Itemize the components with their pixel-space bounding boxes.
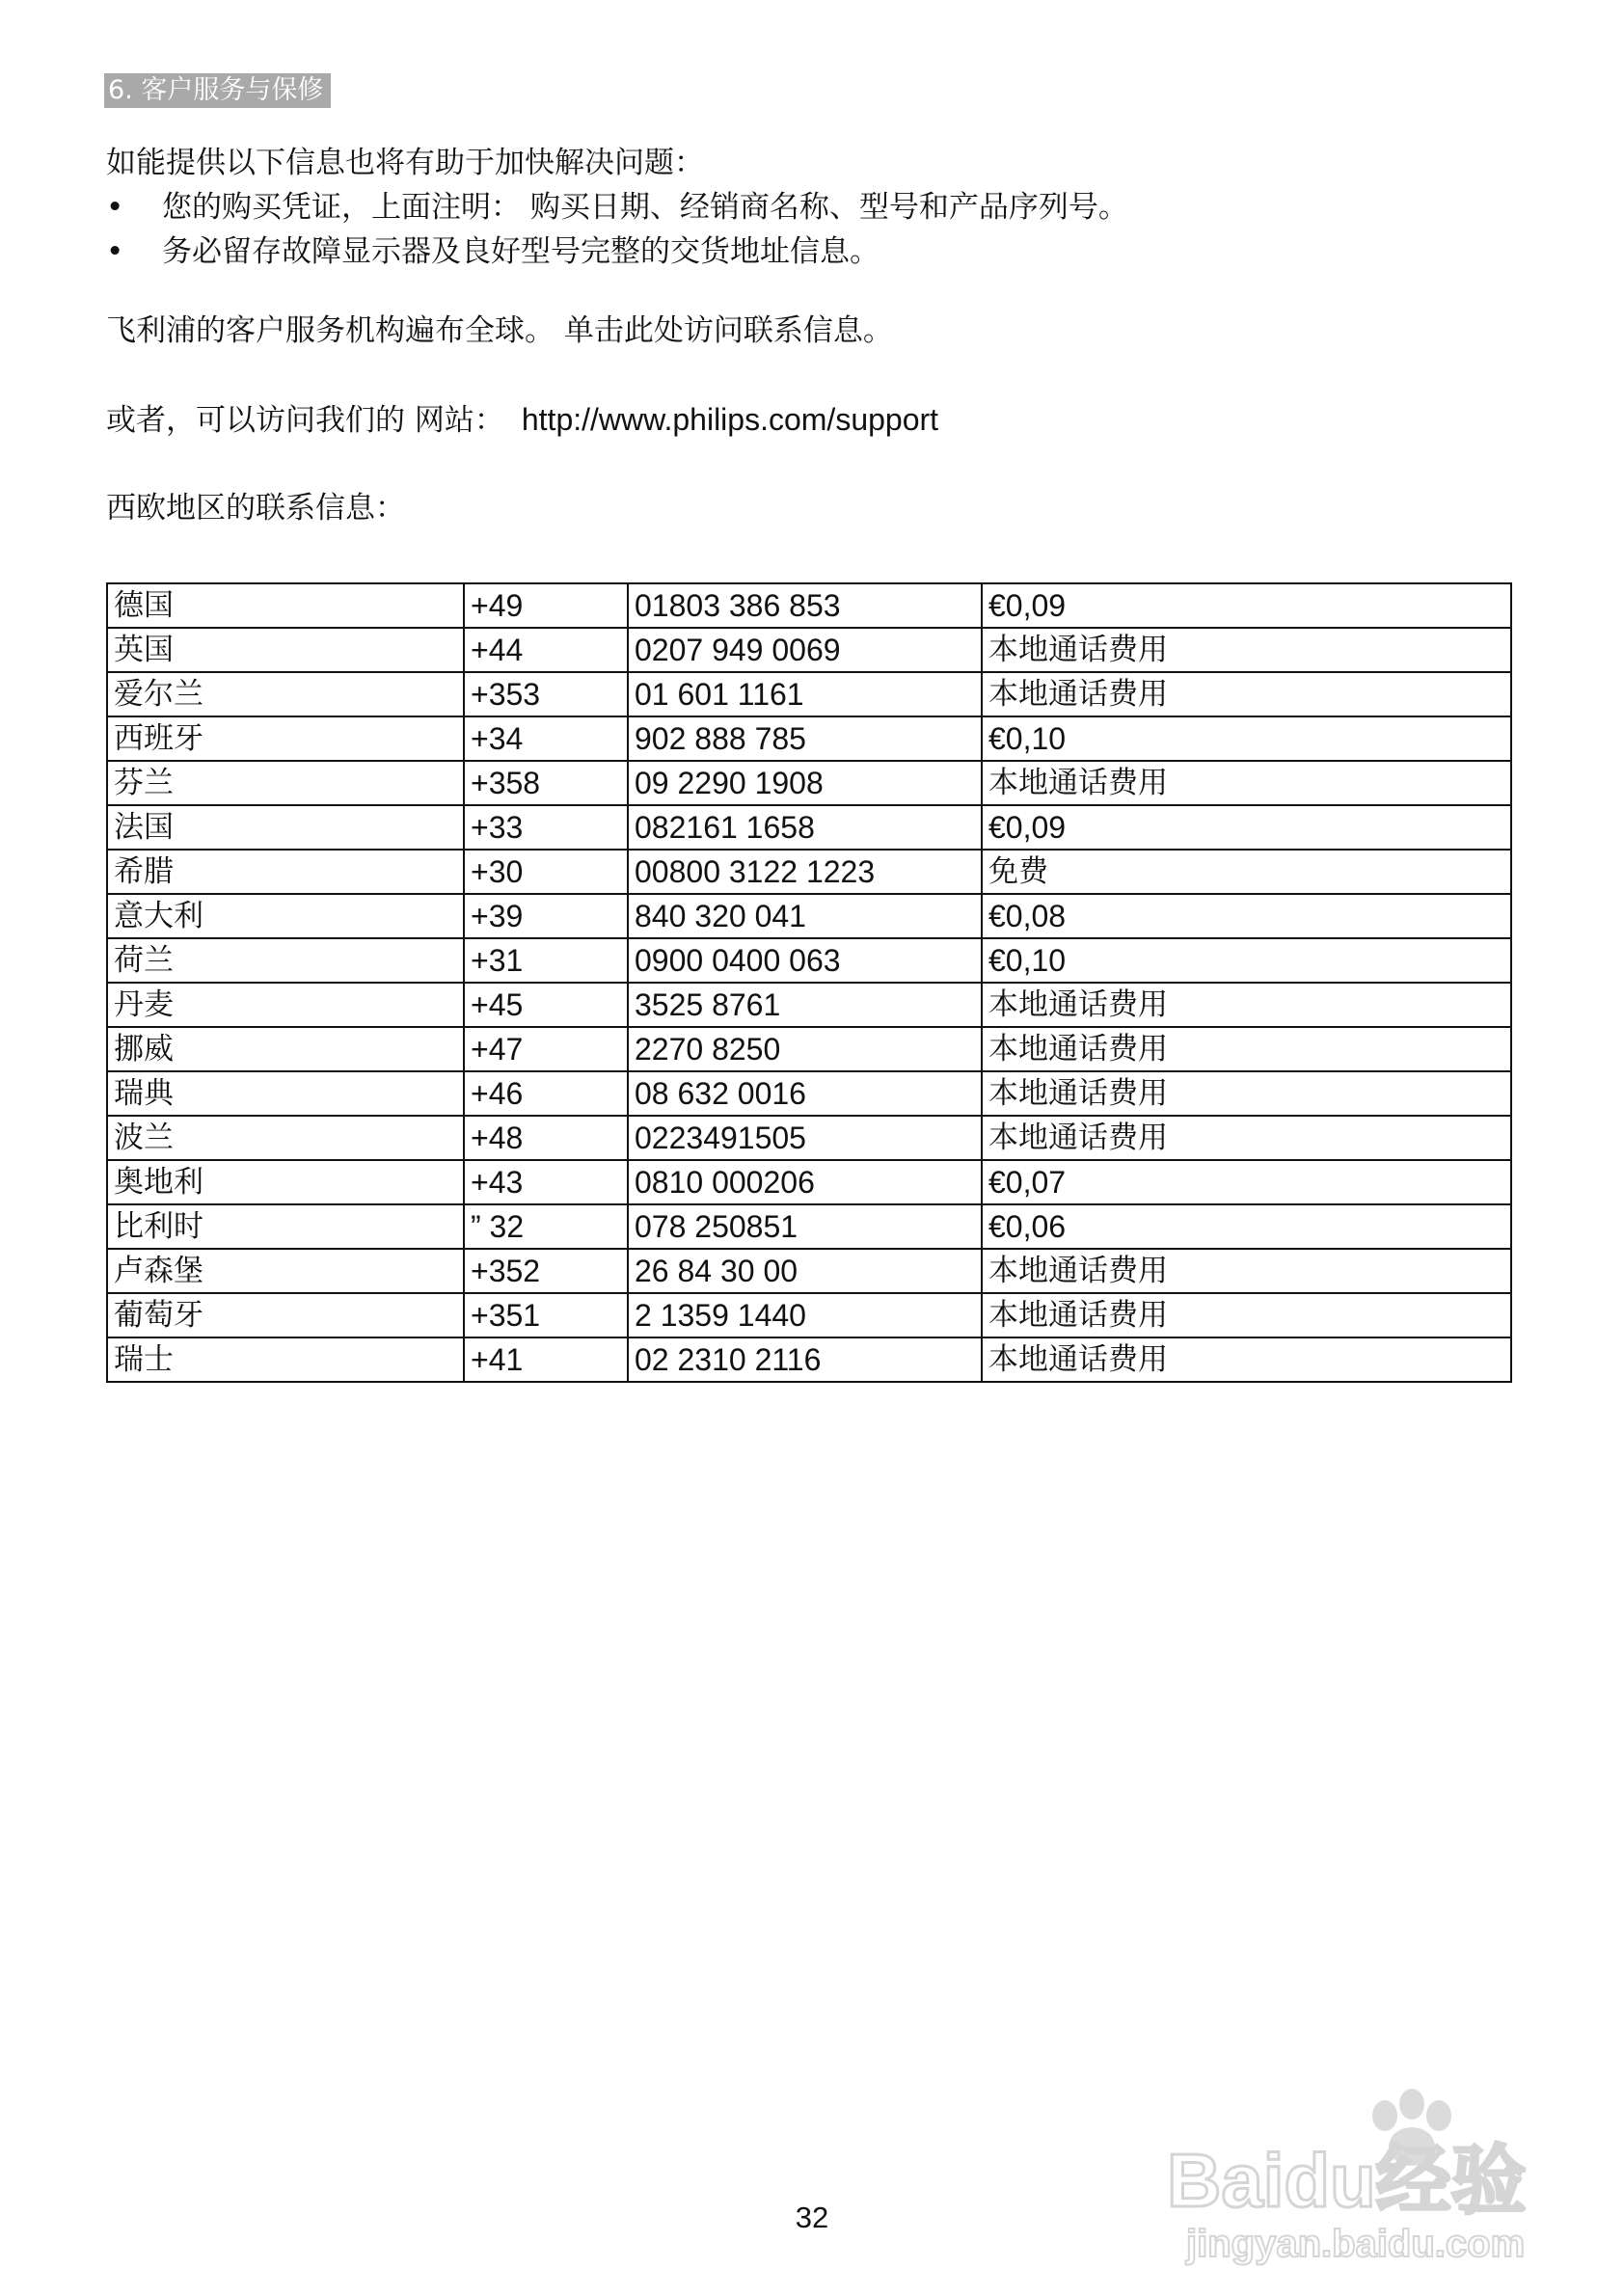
country-cell: 奥地利 bbox=[107, 1160, 464, 1204]
country-code-cell: +43 bbox=[464, 1160, 628, 1204]
phone-number-cell: 2 1359 1440 bbox=[628, 1293, 982, 1337]
call-rate-cell: 本地通话费用 bbox=[982, 1337, 1511, 1382]
table-row bbox=[107, 672, 1511, 716]
table-row bbox=[107, 583, 1511, 628]
country-code-cell: +351 bbox=[464, 1293, 628, 1337]
phone-number-cell: 26 84 30 00 bbox=[628, 1249, 982, 1293]
country-code-cell: +358 bbox=[464, 761, 628, 805]
call-rate-cell: 本地通话费用 bbox=[982, 983, 1511, 1027]
country-code-cell: ” 32 bbox=[464, 1204, 628, 1249]
service-text: 飞利浦的客户服务机构遍布全球。 单击此处访问联系信息。 bbox=[106, 313, 893, 348]
call-rate-cell: €0,09 bbox=[982, 805, 1511, 850]
phone-number-cell: 0900 0400 063 bbox=[628, 938, 982, 983]
table-row bbox=[107, 1071, 1511, 1116]
country-cell: 希腊 bbox=[107, 850, 464, 894]
country-code-cell: +45 bbox=[464, 983, 628, 1027]
country-cell: 英国 bbox=[107, 628, 464, 672]
page-number: 32 bbox=[795, 2201, 829, 2234]
call-rate-cell: 本地通话费用 bbox=[982, 1116, 1511, 1160]
call-rate-cell: 本地通话费用 bbox=[982, 1249, 1511, 1293]
call-rate-cell: 免费 bbox=[982, 850, 1511, 894]
call-rate-cell: €0,10 bbox=[982, 938, 1511, 983]
country-code-cell: +30 bbox=[464, 850, 628, 894]
call-rate-cell: 本地通话费用 bbox=[982, 761, 1511, 805]
country-code-cell: +48 bbox=[464, 1116, 628, 1160]
table-row bbox=[107, 894, 1511, 938]
call-rate-cell: €0,10 bbox=[982, 716, 1511, 761]
phone-number-cell: 2270 8250 bbox=[628, 1027, 982, 1071]
watermark-brand: Baidu经验 bbox=[1167, 2138, 1527, 2223]
website-paragraph bbox=[106, 397, 938, 443]
table-row bbox=[107, 805, 1511, 850]
intro-text: 如能提供以下信息也将有助于加快解决问题： bbox=[106, 146, 704, 180]
phone-number-cell: 0810 000206 bbox=[628, 1160, 982, 1204]
country-code-cell: +31 bbox=[464, 938, 628, 983]
country-code-cell: +44 bbox=[464, 628, 628, 672]
country-cell: 荷兰 bbox=[107, 938, 464, 983]
call-rate-cell: 本地通话费用 bbox=[982, 1027, 1511, 1071]
section-heading: 6. 客户服务与保修 bbox=[104, 73, 331, 108]
country-cell: 挪威 bbox=[107, 1027, 464, 1071]
service-paragraph bbox=[106, 309, 893, 353]
country-cell: 法国 bbox=[107, 805, 464, 850]
country-code-cell: +353 bbox=[464, 672, 628, 716]
list-item bbox=[106, 185, 1128, 230]
website-label: 或者，可以访问我们的 网站： bbox=[106, 403, 504, 438]
country-code-cell: +352 bbox=[464, 1249, 628, 1293]
required-info-list bbox=[106, 185, 1128, 274]
bullet-icon: • bbox=[106, 190, 124, 225]
country-cell: 瑞士 bbox=[107, 1337, 464, 1382]
phone-number-cell: 3525 8761 bbox=[628, 983, 982, 1027]
call-rate-cell: €0,06 bbox=[982, 1204, 1511, 1249]
bullet-icon: • bbox=[106, 234, 124, 269]
table-row bbox=[107, 716, 1511, 761]
table-row bbox=[107, 983, 1511, 1027]
country-cell: 爱尔兰 bbox=[107, 672, 464, 716]
table-row bbox=[107, 1337, 1511, 1382]
country-code-cell: +47 bbox=[464, 1027, 628, 1071]
table-row bbox=[107, 761, 1511, 805]
list-item bbox=[106, 230, 1128, 274]
call-rate-cell: 本地通话费用 bbox=[982, 1071, 1511, 1116]
phone-number-cell: 082161 1658 bbox=[628, 805, 982, 850]
phone-number-cell: 902 888 785 bbox=[628, 716, 982, 761]
country-cell: 芬兰 bbox=[107, 761, 464, 805]
table-row bbox=[107, 850, 1511, 894]
table-row bbox=[107, 1160, 1511, 1204]
phone-number-cell: 840 320 041 bbox=[628, 894, 982, 938]
country-cell: 瑞典 bbox=[107, 1071, 464, 1116]
phone-number-cell: 078 250851 bbox=[628, 1204, 982, 1249]
country-cell: 波兰 bbox=[107, 1116, 464, 1160]
country-cell: 丹麦 bbox=[107, 983, 464, 1027]
table-row bbox=[107, 1293, 1511, 1337]
table-title: 西欧地区的联系信息： bbox=[106, 491, 405, 526]
contacts-table bbox=[106, 582, 1512, 1383]
table-row bbox=[107, 1116, 1511, 1160]
phone-number-cell: 0207 949 0069 bbox=[628, 628, 982, 672]
phone-number-cell: 08 632 0016 bbox=[628, 1071, 982, 1116]
call-rate-cell: €0,09 bbox=[982, 583, 1511, 628]
table-row bbox=[107, 1027, 1511, 1071]
country-cell: 卢森堡 bbox=[107, 1249, 464, 1293]
country-code-cell: +41 bbox=[464, 1337, 628, 1382]
table-row bbox=[107, 938, 1511, 983]
country-code-cell: +49 bbox=[464, 583, 628, 628]
phone-number-cell: 01803 386 853 bbox=[628, 583, 982, 628]
table-row bbox=[107, 1204, 1511, 1249]
watermark-url: jingyan.baidu.com bbox=[1186, 2223, 1526, 2265]
phone-number-cell: 09 2290 1908 bbox=[628, 761, 982, 805]
phone-number-cell: 0223491505 bbox=[628, 1116, 982, 1160]
list-item-text: 您的购买凭证，上面注明： 购买日期、经销商名称、型号和产品序列号。 bbox=[162, 190, 1128, 225]
country-code-cell: +34 bbox=[464, 716, 628, 761]
call-rate-cell: 本地通话费用 bbox=[982, 672, 1511, 716]
call-rate-cell: €0,08 bbox=[982, 894, 1511, 938]
table-row bbox=[107, 1249, 1511, 1293]
country-cell: 意大利 bbox=[107, 894, 464, 938]
country-code-cell: +39 bbox=[464, 894, 628, 938]
phone-number-cell: 02 2310 2116 bbox=[628, 1337, 982, 1382]
list-item-text: 务必留存故障显示器及良好型号完整的交货地址信息。 bbox=[162, 234, 880, 269]
country-cell: 西班牙 bbox=[107, 716, 464, 761]
support-url-link[interactable]: http://www.philips.com/support bbox=[521, 402, 939, 437]
call-rate-cell: 本地通话费用 bbox=[982, 628, 1511, 672]
country-code-cell: +46 bbox=[464, 1071, 628, 1116]
phone-number-cell: 01 601 1161 bbox=[628, 672, 982, 716]
baidu-watermark bbox=[1157, 2083, 1582, 2266]
country-cell: 德国 bbox=[107, 583, 464, 628]
country-cell: 葡萄牙 bbox=[107, 1293, 464, 1337]
phone-number-cell: 00800 3122 1223 bbox=[628, 850, 982, 894]
country-cell: 比利时 bbox=[107, 1204, 464, 1249]
table-row bbox=[107, 628, 1511, 672]
call-rate-cell: 本地通话费用 bbox=[982, 1293, 1511, 1337]
country-code-cell: +33 bbox=[464, 805, 628, 850]
call-rate-cell: €0,07 bbox=[982, 1160, 1511, 1204]
